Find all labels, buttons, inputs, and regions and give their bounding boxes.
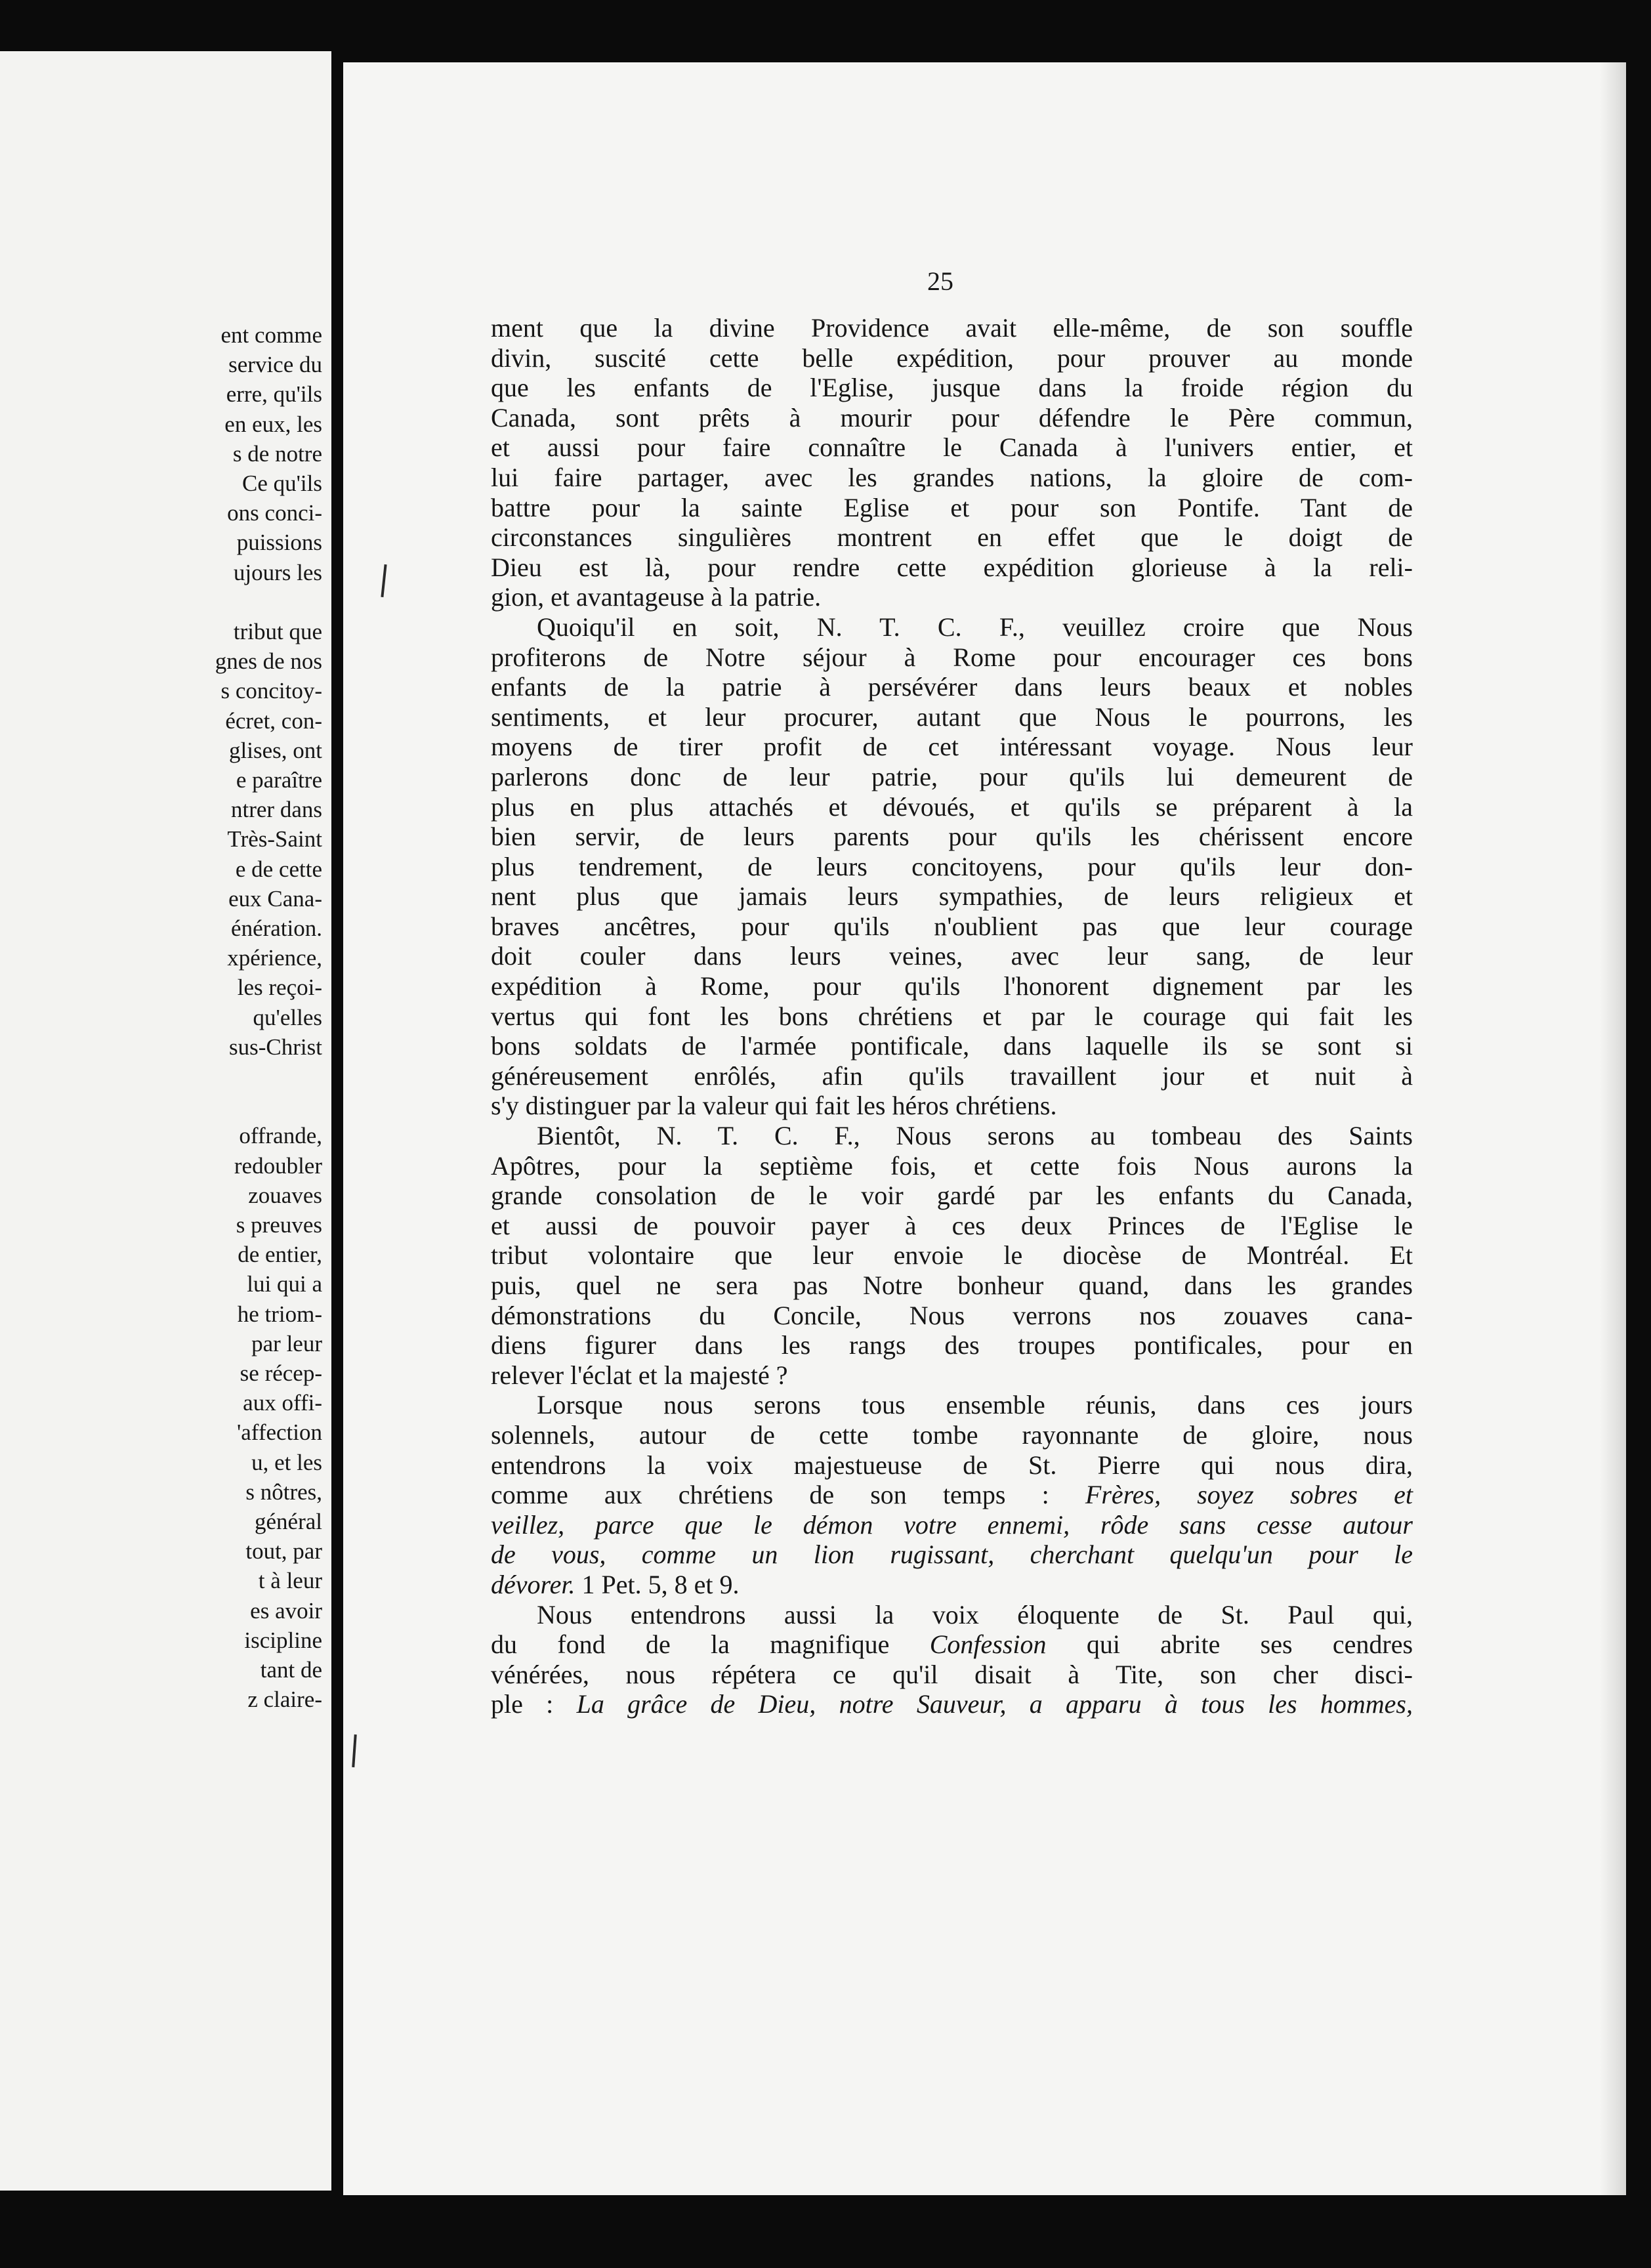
- text-line: [491, 1629, 1413, 1660]
- text-line: puis, quel ne sera pas Notre bonheur quand, dans les grandes: [491, 1270, 1413, 1300]
- text-line: divin, suscité cette belle expédition, pour prouver au monde: [491, 343, 1413, 373]
- text-line: Dieu est là, pour rendre cette expédition glorieuse à la reli-: [491, 552, 1413, 582]
- paragraph-start: Quoiqu'il en soit, N. T. C. F., veuillez croire que Nous: [537, 612, 1413, 642]
- text-line: braves ancêtres, pour qu'ils n'oublient pas que leur courage: [491, 911, 1413, 941]
- text-line: s'y distinguer par la valeur qui fait les héros chrétiens.: [491, 1091, 1057, 1121]
- text-line: nent plus que jamais leurs sympathies, de leurs religieux et: [491, 881, 1413, 912]
- text-line: circonstances singulières montrent en effet que le doigt de: [491, 522, 1413, 553]
- previous-page-line: général: [255, 1509, 322, 1534]
- text-line: battre pour la sainte Eglise et pour son Pontife. Tant de: [491, 492, 1413, 522]
- previous-page-line: 'affection: [236, 1419, 322, 1446]
- previous-page-line: zouaves: [248, 1182, 322, 1208]
- text-line: Canada, sont prêts à mourir pour défendre le Père commun,: [491, 402, 1413, 432]
- previous-page-line: puissions: [236, 530, 322, 556]
- previous-page-line: gnes de nos: [215, 648, 322, 675]
- text-line: parlerons donc de leur patrie, pour qu'ils lui demeurent de: [491, 761, 1413, 791]
- previous-page-line: écret, con-: [225, 707, 322, 734]
- previous-page-line: u, et les: [251, 1449, 322, 1475]
- previous-page-line: erre, qu'ils: [226, 381, 322, 408]
- previous-page-line: de entier,: [238, 1242, 322, 1268]
- text-line: démonstrations du Concile, Nous verrons nos zouaves cana-: [491, 1300, 1413, 1330]
- text-line: généreusement enrôlés, afin qu'ils travaillent jour et nuit à: [491, 1060, 1413, 1091]
- text-line-roman: du fond de la magnifique: [491, 1629, 890, 1660]
- previous-page-line: redoubler: [234, 1152, 322, 1179]
- previous-page-line: s de notre: [232, 440, 322, 467]
- previous-page-line: z claire-: [247, 1687, 322, 1713]
- previous-page-line: sus-Christ: [229, 1034, 322, 1060]
- text-line: doit couler dans leurs veines, avec leur sang, de leur: [491, 941, 1413, 971]
- previous-page-line: les reçoi-: [237, 975, 322, 1001]
- quote-peter-start: Frères, soyez sobres et: [1085, 1480, 1413, 1510]
- previous-page-line: lui qui a: [247, 1271, 322, 1297]
- previous-page-line: tant de: [260, 1657, 322, 1683]
- previous-page-line: ntrer dans: [231, 797, 322, 823]
- text-line-roman: comme aux chrétiens de son temps :: [491, 1480, 1049, 1510]
- quote-peter-end: [491, 1570, 1413, 1600]
- previous-page-line: t à leur: [258, 1568, 322, 1594]
- previous-page-line: s preuves: [236, 1212, 322, 1238]
- previous-page-line: service du: [228, 352, 322, 378]
- previous-page-line: se récep-: [240, 1360, 322, 1386]
- text-line: profiterons de Notre séjour à Rome pour encourager ces bons: [491, 642, 1413, 672]
- previous-page-line: s concitoy-: [220, 678, 322, 704]
- quote-peter-last-word: dévorer.: [491, 1569, 575, 1599]
- text-line: bons soldats de l'armée pontificale, dans laquelle ils se sont si: [491, 1031, 1413, 1061]
- previous-page-line: xpérience,: [227, 945, 322, 971]
- previous-page-line: e paraître: [236, 767, 322, 793]
- current-page: [343, 62, 1626, 2195]
- text-line: [491, 1480, 1413, 1510]
- previous-page-line: glises, ont: [229, 737, 322, 763]
- text-line: diens figurer dans les rangs des troupes pontificales, pour en: [491, 1330, 1413, 1360]
- text-line: vénérées, nous répétera ce qu'il disait à Tite, son cher disci-: [491, 1659, 1413, 1689]
- previous-page-line: ons conci-: [227, 500, 322, 526]
- body-paragraphs: [491, 313, 1413, 1480]
- previous-page-line: tribut que: [233, 619, 322, 644]
- previous-page-line: offrande,: [239, 1123, 322, 1149]
- previous-page-line: aux offi-: [243, 1390, 322, 1416]
- book-gutter: [331, 0, 343, 2268]
- previous-page-line: e de cette: [235, 856, 322, 882]
- previous-page-fragment: [0, 51, 331, 2191]
- page-edge-shadow: [1600, 62, 1626, 2195]
- quote-peter-line: de vous, comme un lion rugissant, cherchant quelqu'un pour le: [491, 1540, 1413, 1570]
- previous-page-line: tout, par: [245, 1538, 322, 1564]
- previous-page-line: eux Cana-: [228, 885, 322, 912]
- quote-peter-line: veillez, parce que le démon votre ennemi, rôde sans cesse autour: [491, 1509, 1413, 1540]
- margin-mark: [381, 564, 387, 597]
- paragraph-start: Lorsque nous serons tous ensemble réunis, dans ces jours: [537, 1390, 1413, 1420]
- text-line: Apôtres, pour la septième fois, et cette fois Nous aurons la: [491, 1150, 1413, 1181]
- text-line: grande consolation de le voir gardé par les enfants du Canada,: [491, 1181, 1413, 1211]
- previous-page-line: énération.: [231, 915, 322, 941]
- previous-page-line: ent comme: [220, 322, 322, 348]
- text-line: plus tendrement, de leurs concitoyens, pour qu'ils leur don-: [491, 851, 1413, 881]
- page-body: [491, 313, 1413, 1719]
- previous-page-line: iscipline: [244, 1627, 322, 1653]
- previous-page-line: par leur: [251, 1330, 322, 1356]
- previous-page-line: qu'elles: [253, 1004, 322, 1030]
- previous-page-line: Très-Saint: [227, 826, 322, 852]
- previous-page-line: en eux, les: [224, 411, 322, 437]
- text-line: expédition à Rome, pour qu'ils l'honorent dignement par les: [491, 971, 1413, 1001]
- text-line: sentiments, et leur procurer, autant que Nous le pourrons, les: [491, 702, 1413, 732]
- text-line: lui faire partager, avec les grandes nations, la gloire de com-: [491, 462, 1413, 492]
- paragraph-start: Bientôt, N. T. C. F., Nous serons au tombeau des Saints: [537, 1121, 1413, 1151]
- previous-page-line: he triom-: [237, 1301, 322, 1327]
- text-line-roman: qui abrite ses cendres: [1086, 1629, 1413, 1660]
- text-line: enfants de la patrie à persévérer dans leurs beaux et nobles: [491, 672, 1413, 702]
- text-line: que les enfants de l'Eglise, jusque dans la froide région du: [491, 373, 1413, 403]
- paragraph-paul-start: Nous entendrons aussi la voix éloquente de St. Paul qui,: [537, 1599, 1413, 1629]
- margin-mark: [352, 1734, 356, 1767]
- text-line: tribut volontaire que leur envoie le diocèse de Montréal. Et: [491, 1240, 1413, 1270]
- text-line: et aussi de pouvoir payer à ces deux Princes de l'Eglise le: [491, 1210, 1413, 1240]
- text-line: vertus qui font les bons chrétiens et par le courage qui fait les: [491, 1001, 1413, 1031]
- text-line: gion, et avantageuse à la patrie.: [491, 582, 822, 612]
- scripture-reference: 1 Pet. 5, 8 et 9.: [581, 1569, 740, 1599]
- text-line: ment que la divine Providence avait elle-même, de son souffle: [491, 313, 1413, 343]
- text-line: moyens de tirer profit de cet intéressant voyage. Nous leur: [491, 732, 1413, 762]
- text-line: relever l'éclat et la majesté ?: [491, 1360, 788, 1390]
- quote-paul: La grâce de Dieu, notre Sauveur, a apparu à tous les hommes,: [576, 1689, 1413, 1719]
- previous-page-line: es avoir: [250, 1597, 322, 1624]
- text-line: solennels, autour de cette tombe rayonnante de gloire, nous: [491, 1419, 1413, 1450]
- previous-page-line: ujours les: [233, 559, 322, 585]
- previous-page-line: s nôtres,: [245, 1479, 322, 1505]
- text-line: [491, 1689, 1413, 1719]
- previous-page-line: Ce qu'ils: [241, 471, 322, 496]
- text-line: bien servir, de leurs parents pour qu'ils les chérissent encore: [491, 822, 1413, 852]
- page-number: 25: [927, 266, 953, 296]
- text-line: plus en plus attachés et dévoués, et qu'ils se préparent à la: [491, 791, 1413, 822]
- confession-word: Confession: [929, 1629, 1047, 1660]
- text-line: entendrons la voix majestueuse de St. Pierre qui nous dira,: [491, 1450, 1413, 1480]
- text-line-roman: ple :: [491, 1689, 554, 1719]
- text-line: et aussi pour faire connaître le Canada à l'univers entier, et: [491, 432, 1413, 463]
